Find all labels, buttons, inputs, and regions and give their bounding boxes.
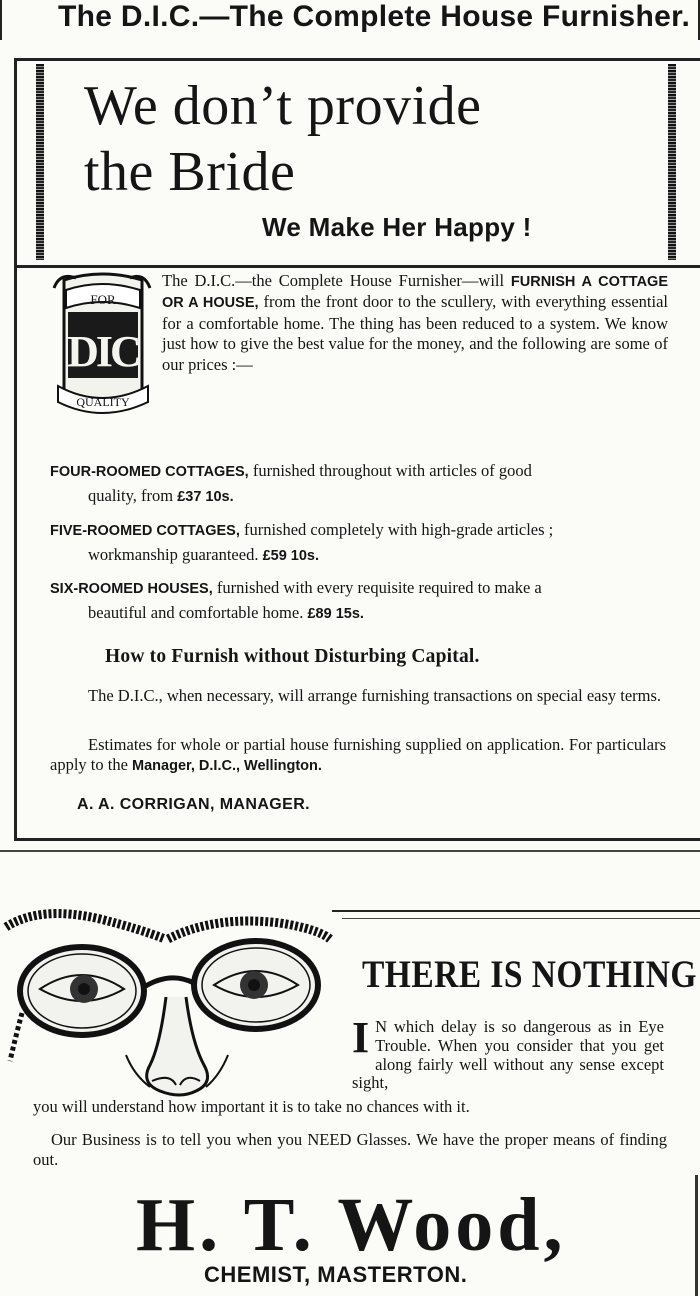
face-with-spectacles-illustration: [0, 905, 335, 1110]
terms-paragraph: The D.I.C., when necessary, will arrange furnishing transactions on special easy terms.: [88, 686, 662, 705]
wood-business-role: CHEMIST, MASTERTON.: [204, 1262, 468, 1287]
offer-description: furnished completely with high-grade articles ;: [239, 520, 554, 539]
bride-box-right-border: [668, 64, 676, 260]
logo-bottom-text: QUALITY: [76, 395, 130, 409]
bride-box-left-border: [36, 64, 44, 260]
section-separator: [0, 850, 700, 852]
offer-five-roomed: [50, 518, 666, 568]
offer-price: £59 10s.: [262, 548, 320, 564]
offer-description-cont: quality, from: [88, 486, 178, 505]
offer-four-roomed: [50, 459, 666, 509]
offer-title: FIVE-ROOMED COTTAGES,: [50, 523, 240, 539]
dic-header-title: The D.I.C.—The Complete House Furnisher.: [58, 0, 691, 33]
estimates-text: Estimates for whole or partial house furnishing supplied on application. For particulars apply to the: [50, 735, 666, 775]
intro-bold-text: FURNISH A COTTAGE OR A HOUSE,: [162, 274, 668, 312]
wood-heading: THERE IS NOTHING: [362, 953, 697, 996]
estimates-contact: Manager, D.I.C., Wellington.: [132, 758, 322, 775]
bride-headline-line1: We don’t provide: [84, 75, 482, 137]
wood-top-rule: [332, 910, 700, 912]
offer-description: furnished with every requisite required to make a: [212, 578, 542, 597]
dic-quality-logo: [50, 268, 154, 424]
offer-title: FOUR-ROOMED COTTAGES,: [50, 464, 249, 480]
dic-left-border: [14, 58, 17, 838]
offer-price: £37 10s.: [177, 489, 234, 505]
intro-text-end: from the front door to the scullery, with everything essential for a comfortable home. The thing has been reduced to a system. We know just how to give the best value for the money, and the following are some of our prices :—: [162, 292, 668, 374]
offer-price: £89 15s.: [307, 606, 364, 622]
estimates-paragraph: [50, 735, 666, 777]
dic-intro-paragraph: [162, 271, 668, 375]
wood-top-rule-thin: [342, 918, 700, 919]
eye-trouble-text: N which delay is so dangerous as in Eye Trouble. When you consider that you get along fairly well without any sense except sight,: [352, 1017, 664, 1093]
eye-trouble-paragraph-cont: you will understand how important it is to take no chances with it.: [33, 1097, 470, 1116]
wood-right-rule: [695, 1175, 698, 1296]
logo-monogram: DIC: [67, 327, 139, 376]
dic-bottom-rule: [14, 838, 700, 841]
offer-title: SIX-ROOMED HOUSES,: [50, 581, 213, 597]
logo-top-text: FOR: [90, 292, 116, 307]
offer-six-roomed: [50, 576, 666, 626]
business-paragraph: Our Business is to tell you when you NEED Glasses. We have the proper means of finding out.: [33, 1130, 667, 1169]
manager-signature: A. A. CORRIGAN, MANAGER.: [77, 796, 311, 813]
drop-cap: I: [352, 1013, 370, 1062]
dic-top-rule: [14, 58, 700, 61]
offer-description: furnished throughout with articles of good: [248, 461, 532, 480]
offer-description-cont: workmanship guaranteed.: [88, 545, 263, 564]
eye-trouble-paragraph: [352, 1013, 664, 1093]
offer-description-cont: beautiful and comfortable home.: [88, 603, 308, 622]
bride-tagline: We Make Her Happy !: [262, 212, 532, 242]
bride-headline-line2: the Bride: [84, 141, 296, 203]
intro-text-start: The D.I.C.—the Complete House Furnisher—will: [162, 271, 511, 290]
furnish-heading: How to Furnish without Disturbing Capital.: [105, 646, 480, 667]
wood-business-name: H. T. Wood,: [136, 1183, 567, 1267]
